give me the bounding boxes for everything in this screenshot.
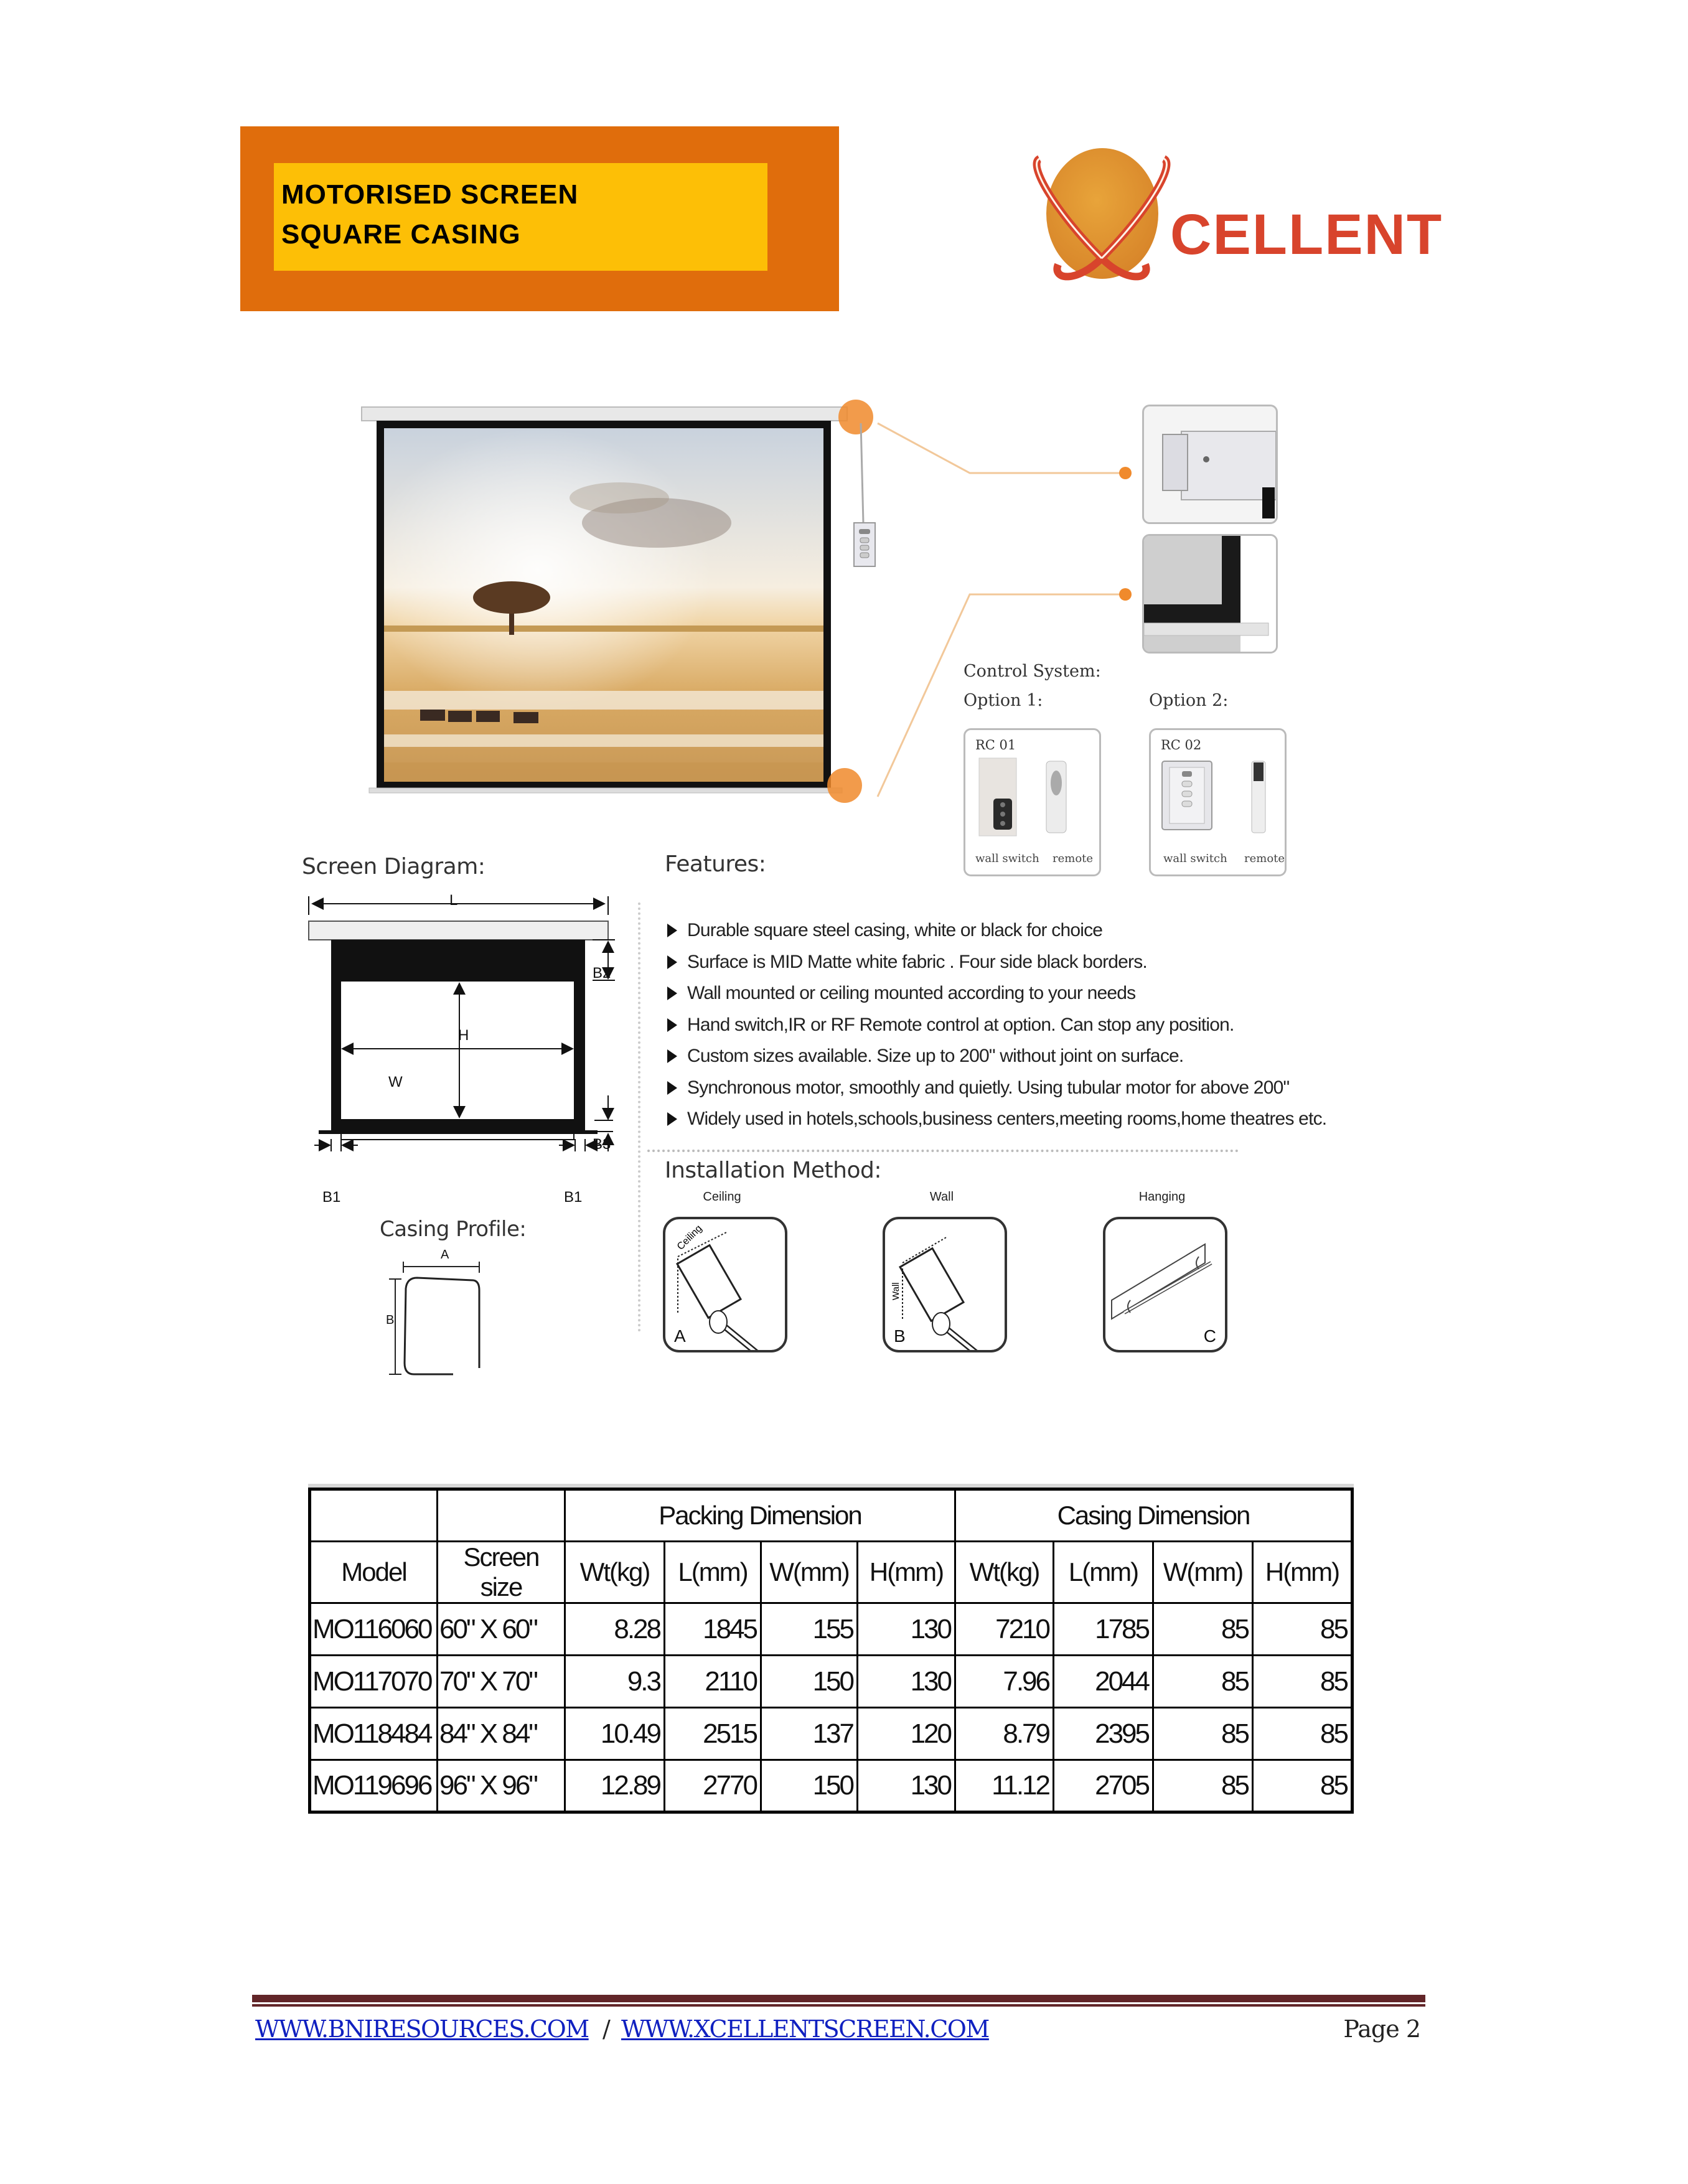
cell-packing-w: 155	[761, 1603, 858, 1656]
rc01-card	[964, 728, 1101, 876]
rc01-remote-caption: remote	[1053, 852, 1094, 865]
cell-casing-l: 2705	[1054, 1760, 1153, 1812]
cell-casing-h: 85	[1253, 1603, 1353, 1656]
features-title: Features:	[665, 851, 766, 877]
cell-casing-w: 85	[1153, 1708, 1253, 1760]
column-header: Wt(kg)	[955, 1542, 1054, 1603]
install-hanging-diagram	[1103, 1217, 1227, 1352]
cell-packing-wt: 12.89	[565, 1760, 665, 1812]
svg-text:Wall: Wall	[891, 1282, 901, 1300]
dim-label-b2: B2	[593, 965, 611, 982]
column-header: W(mm)	[1153, 1542, 1253, 1603]
spec-table	[308, 1488, 1354, 1814]
cell-casing-l: 2044	[1054, 1656, 1153, 1708]
column-header: H(mm)	[858, 1542, 955, 1603]
remote-icon	[1046, 761, 1066, 833]
cell-casing-l: 1785	[1054, 1603, 1153, 1656]
logo-text: CELLENT	[1170, 203, 1443, 266]
screen-photo-illustration	[358, 398, 931, 846]
rc01-switch-caption: wall switch	[975, 852, 1039, 865]
cell-packing-wt: 9.3	[565, 1656, 665, 1708]
installation-title: Installation Method:	[665, 1158, 881, 1183]
remote-icon	[1252, 761, 1265, 833]
cell-screen-size: 96" X 96"	[438, 1760, 565, 1812]
cell-screen-size: 84" X 84"	[438, 1708, 565, 1760]
cell-screen-size: 60" X 60"	[438, 1603, 565, 1656]
rc02-switch-caption: wall switch	[1163, 852, 1227, 865]
table-row	[310, 1656, 1353, 1708]
packing-dimension-header: Packing Dimension	[565, 1489, 955, 1542]
cell-casing-h: 85	[1253, 1656, 1353, 1708]
cell-packing-wt: 10.49	[565, 1708, 665, 1760]
wall-switch-icon	[979, 758, 1016, 836]
control-system-title: Control System:	[964, 662, 1101, 681]
cell-casing-w: 85	[1153, 1656, 1253, 1708]
column-header: Wt(kg)	[565, 1542, 665, 1603]
table-empty-cell	[310, 1489, 438, 1542]
footer-rule-thin	[252, 2004, 1425, 2007]
feature-item: Wall mounted or ceiling mounted according to your needs	[666, 978, 1326, 1010]
cell-casing-w: 85	[1153, 1603, 1253, 1656]
bullet-triangle-icon	[667, 955, 677, 969]
install-label-ceiling: Ceiling	[703, 1190, 741, 1204]
column-header: W(mm)	[761, 1542, 858, 1603]
feature-item: Synchronous motor, smoothly and quietly. Using tubular motor for above 200"	[666, 1072, 1326, 1104]
install-wall-diagram	[883, 1217, 1007, 1352]
table-row	[310, 1760, 1353, 1812]
cell-packing-h: 120	[858, 1708, 955, 1760]
cell-packing-wt: 8.28	[565, 1603, 665, 1656]
rc01-model: RC 01	[975, 738, 1016, 752]
option-2-label: Option 2:	[1149, 691, 1229, 710]
footer-link-bniresources[interactable]: WWW.BNIRESOURCES.COM	[255, 2015, 589, 2043]
install-ceiling-diagram	[663, 1217, 787, 1352]
cell-casing-h: 85	[1253, 1760, 1353, 1812]
rc02-model: RC 02	[1161, 738, 1202, 752]
cell-packing-h: 130	[858, 1603, 955, 1656]
cell-packing-h: 130	[858, 1656, 955, 1708]
cell-model: MO118484	[310, 1708, 438, 1760]
casing-end-cap-detail	[1142, 405, 1278, 524]
bullet-triangle-icon	[667, 987, 677, 1000]
cell-model: MO116060	[310, 1603, 438, 1656]
install-letter-c: C	[1203, 1326, 1216, 1346]
wall-switch-icon	[1162, 761, 1212, 830]
dotted-divider	[647, 1150, 1239, 1152]
bullet-triangle-icon	[667, 1049, 677, 1063]
title-line-1: MOTORISED SCREEN	[281, 179, 579, 210]
install-label-wall: Wall	[929, 1190, 954, 1204]
title-banner	[240, 126, 839, 311]
dim-label-b1-right: B1	[564, 1189, 583, 1206]
casing-dimension-header: Casing Dimension	[955, 1489, 1353, 1542]
feature-item: Hand switch,IR or RF Remote control at option. Can stop any position.	[666, 1010, 1326, 1041]
cell-casing-l: 2395	[1054, 1708, 1153, 1760]
footer-separator: /	[603, 2015, 611, 2043]
cell-packing-h: 130	[858, 1760, 955, 1812]
cell-packing-l: 2110	[665, 1656, 761, 1708]
dim-label-w: W	[388, 1074, 403, 1090]
title-banner-inner	[274, 163, 767, 271]
cell-packing-w: 150	[761, 1656, 858, 1708]
screen-diagram-title: Screen Diagram:	[302, 854, 485, 879]
bullet-triangle-icon	[667, 924, 677, 937]
column-header: H(mm)	[1253, 1542, 1353, 1603]
cell-packing-l: 2770	[665, 1760, 761, 1812]
rc02-remote-caption: remote	[1244, 852, 1285, 865]
table-row	[310, 1603, 1353, 1656]
logo-orb-icon	[1021, 140, 1183, 289]
cell-casing-wt: 8.79	[955, 1708, 1054, 1760]
cell-packing-l: 2515	[665, 1708, 761, 1760]
cell-packing-w: 137	[761, 1708, 858, 1760]
dim-label-h: H	[458, 1027, 469, 1044]
feature-item: Custom sizes available. Size up to 200" without joint on surface.	[666, 1041, 1326, 1072]
feature-item: Surface is MID Matte white fabric . Four side black borders.	[666, 947, 1326, 978]
page-number: Page 2	[1343, 2015, 1420, 2043]
title-line-2: SQUARE CASING	[281, 219, 521, 250]
column-header: L(mm)	[1054, 1542, 1153, 1603]
cell-packing-l: 1845	[665, 1603, 761, 1656]
cell-casing-wt: 7.96	[955, 1656, 1054, 1708]
cell-casing-wt: 11.12	[955, 1760, 1054, 1812]
dim-label-l: L	[449, 892, 458, 909]
vertical-divider	[638, 902, 640, 1332]
option-1-label: Option 1:	[964, 691, 1043, 710]
feature-item: Durable square steel casing, white or black for choice	[666, 915, 1326, 947]
casing-profile-title: Casing Profile:	[380, 1217, 527, 1242]
install-label-hanging: Hanging	[1138, 1190, 1186, 1204]
install-letter-a: A	[674, 1326, 686, 1346]
cell-model: MO117070	[310, 1656, 438, 1708]
cell-casing-w: 85	[1153, 1760, 1253, 1812]
casing-label-a: A	[441, 1248, 449, 1262]
xcellent-logo	[1021, 140, 1443, 289]
table-header-row	[310, 1542, 1353, 1603]
bullet-triangle-icon	[667, 1018, 677, 1032]
cell-screen-size: 70" X 70"	[438, 1656, 565, 1708]
column-header: Screen size	[438, 1542, 565, 1603]
feature-item: Widely used in hotels,schools,business centers,meeting rooms,home theatres etc.	[666, 1104, 1326, 1135]
table-row	[310, 1708, 1353, 1760]
table-group-header-row	[310, 1489, 1353, 1542]
casing-label-b: B	[386, 1313, 395, 1327]
screen-diagram	[299, 890, 647, 1226]
svg-text:Ceiling: Ceiling	[675, 1223, 705, 1252]
table-empty-cell	[438, 1489, 565, 1542]
features-list	[666, 915, 1326, 1135]
rc02-card	[1149, 728, 1287, 876]
column-header: L(mm)	[665, 1542, 761, 1603]
cell-casing-h: 85	[1253, 1708, 1353, 1760]
cell-packing-w: 150	[761, 1760, 858, 1812]
bullet-triangle-icon	[667, 1081, 677, 1095]
dim-label-b1-left: B1	[322, 1189, 341, 1206]
cell-model: MO119696	[310, 1760, 438, 1812]
casing-profile-diagram	[386, 1254, 510, 1379]
screen-border-detail	[1142, 534, 1278, 654]
bullet-triangle-icon	[667, 1112, 677, 1126]
footer-link-xcellentscreen[interactable]: WWW.XCELLENTSCREEN.COM	[621, 2015, 989, 2043]
install-letter-b: B	[894, 1326, 906, 1346]
dim-label-b3: B3	[593, 1136, 611, 1153]
cell-casing-wt: 7210	[955, 1603, 1054, 1656]
product-photo	[358, 398, 931, 846]
footer-rule-thick	[252, 1995, 1425, 2002]
column-header: Model	[310, 1542, 438, 1603]
